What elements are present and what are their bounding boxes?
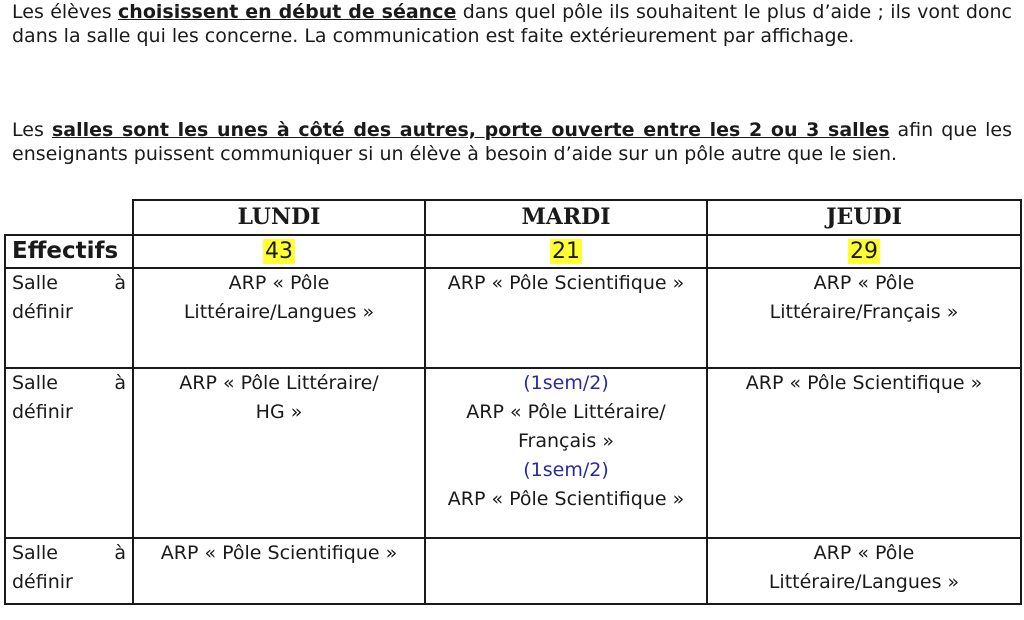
room-word-a: à: [114, 372, 126, 394]
schedule-table: [4, 199, 1022, 605]
effectifs-jeudi-cell: [707, 235, 1021, 268]
room-word-a: à: [114, 272, 126, 294]
room-word-salle: Salle: [12, 542, 58, 564]
effectifs-row: [5, 235, 1021, 268]
cell-line: Littéraire/Langues »: [768, 571, 960, 593]
cell-line: HG »: [255, 401, 303, 423]
p1-emphasis: choisissent en début de séance: [118, 1, 457, 23]
room-word-definir: définir: [12, 301, 73, 323]
room-word-a: à: [114, 542, 126, 564]
table-row: [5, 538, 1021, 604]
cell-r3-jeudi: [707, 538, 1021, 604]
cell-line: ARP « Pôle: [813, 542, 915, 564]
cell-r1-mardi: [425, 268, 707, 368]
room-label: [5, 538, 133, 604]
p1-text-after: dans quel pôle ils souhaitent le plus d’aide ; ils vont donc dans la salle qui les concerne. La communication est faite extérieurement par affichage.: [12, 1, 1012, 47]
cell-line: ARP « Pôle Scientifique »: [745, 372, 983, 394]
room-word-definir: définir: [12, 571, 73, 593]
table-row: [5, 268, 1021, 368]
room-label: [5, 368, 133, 538]
p2-text-after: afin que les enseignants puissent communiquer si un élève à besoin d’aide sur un pôle autre que le sien.: [12, 119, 1012, 165]
cell-r2-lundi: [133, 368, 425, 538]
cell-line: ARP « Pôle: [813, 272, 915, 294]
cell-r3-mardi: [425, 538, 707, 604]
cell-line: Littéraire/Français »: [769, 301, 959, 323]
room-label: [5, 268, 133, 368]
cell-r1-jeudi: [707, 268, 1021, 368]
p1-text-before: Les élèves: [12, 1, 119, 23]
semester-note: (1sem/2): [523, 372, 609, 394]
table-row: [5, 368, 1021, 538]
effectifs-lundi-cell: [133, 235, 425, 268]
room-word-salle: Salle: [12, 372, 58, 394]
cell-line: ARP « Pôle Littéraire/: [179, 372, 379, 394]
effectifs-lundi-value: 43: [265, 239, 293, 264]
table-header-row: [5, 200, 1021, 235]
header-empty-cell: [5, 200, 133, 235]
room-word-salle: Salle: [12, 272, 58, 294]
p2-text-before: Les: [12, 119, 52, 141]
cell-line: Littéraire/Langues »: [183, 301, 375, 323]
intro-paragraph-2: [12, 118, 1012, 166]
effectifs-mardi-value: 21: [552, 239, 580, 264]
cell-r1-lundi: [133, 268, 425, 368]
effectifs-jeudi-value: 29: [850, 239, 878, 264]
header-mardi: MARDI: [425, 200, 707, 235]
cell-line: ARP « Pôle Littéraire/: [466, 401, 666, 423]
header-jeudi: JEUDI: [707, 200, 1021, 235]
semester-note: (1sem/2): [523, 459, 609, 481]
effectifs-label: Effectifs: [5, 235, 133, 268]
cell-r2-mardi: [425, 368, 707, 538]
cell-line: ARP « Pôle Scientifique »: [447, 488, 685, 510]
cell-line: Français »: [518, 430, 614, 452]
cell-line: ARP « Pôle: [228, 272, 330, 294]
cell-r3-lundi: [133, 538, 425, 604]
cell-r2-jeudi: [707, 368, 1021, 538]
p2-emphasis: salles sont les unes à côté des autres, porte ouverte entre les 2 ou 3 salles: [51, 119, 890, 141]
effectifs-mardi-cell: [425, 235, 707, 268]
room-word-definir: définir: [12, 401, 73, 423]
header-lundi: LUNDI: [133, 200, 425, 235]
cell-line: ARP « Pôle Scientifique »: [160, 542, 398, 564]
cell-line: ARP « Pôle Scientifique »: [447, 272, 685, 294]
intro-paragraph-1: [12, 0, 1012, 48]
